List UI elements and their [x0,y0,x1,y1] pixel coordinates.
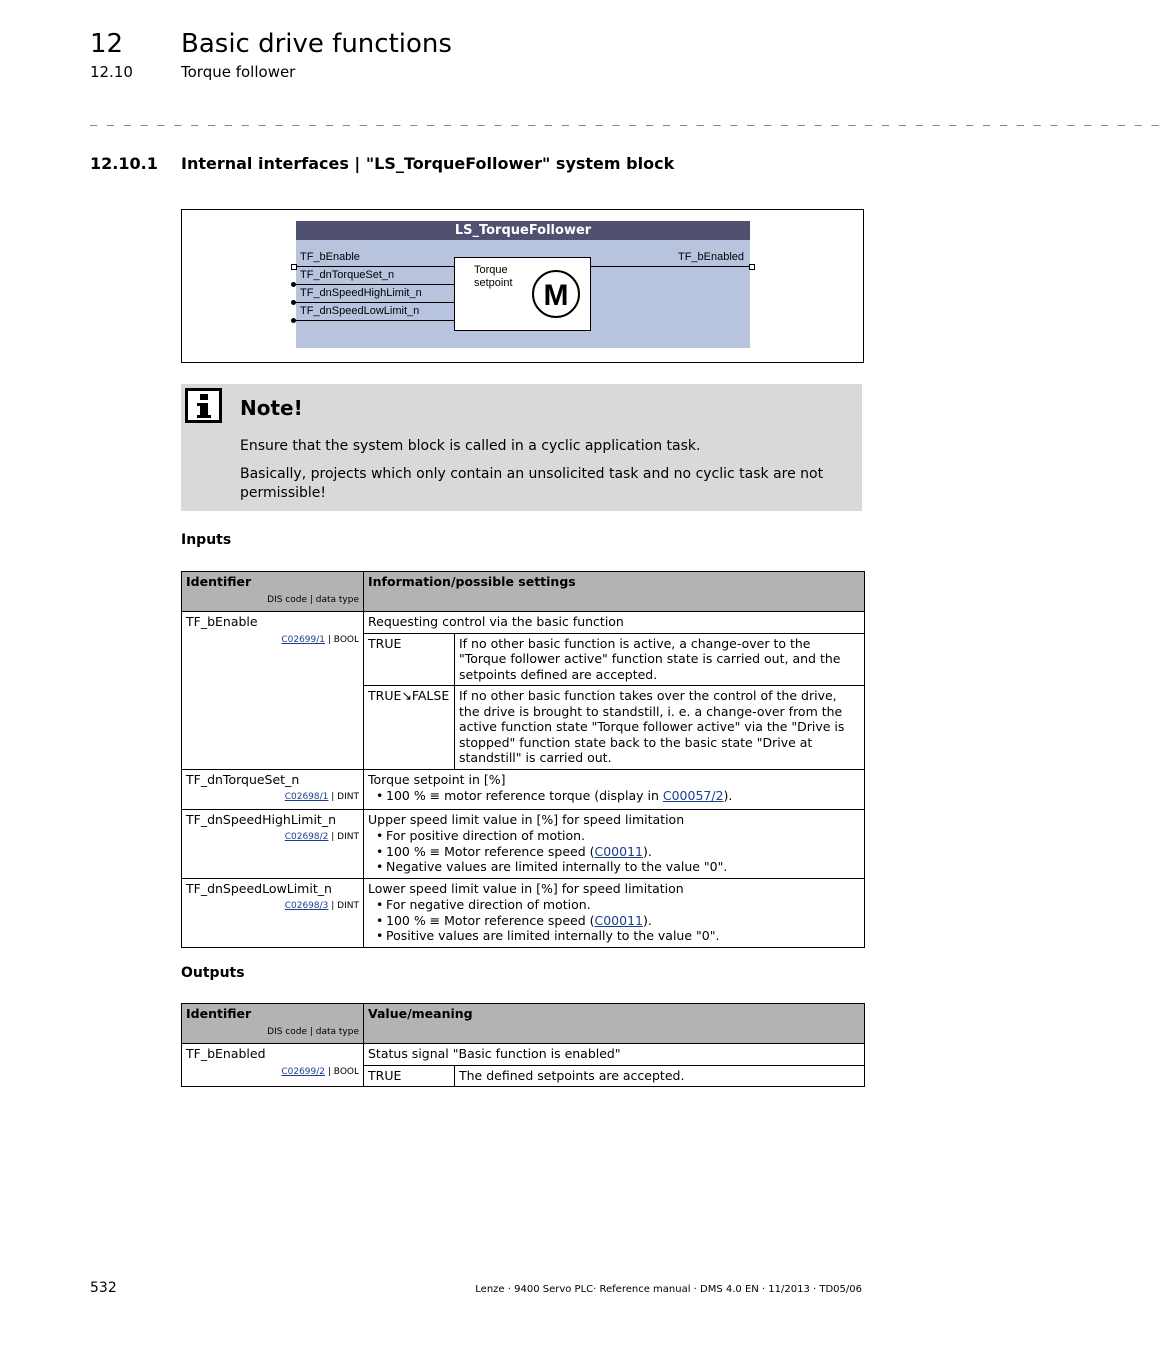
input-label: TF_dnTorqueSet_n [300,269,395,281]
table-header [182,1004,364,1044]
dis-code-link[interactable]: C02698/3 [284,901,329,911]
note-text: Ensure that the system block is called in a cyclic application task. [240,438,701,454]
data-type: | BOOL [327,634,359,645]
output-wire [590,266,750,267]
header-separator: _ _ _ _ _ _ _ _ _ _ _ _ _ _ _ _ _ _ _ _ _ _ _ _ _ _ _ _ _ _ _ _ _ _ _ _ _ _ _ _ _ _ _ _ _ _ _ _ _ _ _ _ _ _ _ _ _ _ _ _ _ _ _ _ [90,112,1160,126]
info-icon [185,388,223,424]
value: TRUE↘FALSE [364,686,455,770]
header-label: Identifier [186,1006,252,1021]
bullet-item: • 100 % ≡ Motor reference speed (C00011). [386,913,860,929]
identifier: TF_bEnable [186,614,258,629]
identifier: TF_dnSpeedHighLimit_n [186,811,337,827]
identifier: TF_dnSpeedLowLimit_n [186,880,332,896]
input-label: TF_dnSpeedLowLimit_n [300,305,420,317]
bullet-item: • Negative values are limited internally to the value "0". [386,859,860,875]
section-number: 12.10 [90,63,133,81]
value: TRUE [364,1065,455,1087]
input-label: TF_bEnable [300,251,360,263]
identifier: TF_bEnabled [186,1046,266,1061]
footer-doc-info: Lenze · 9400 Servo PLC· Reference manual · DMS 4.0 EN · 11/2013 · TD05/06 [475,1284,862,1295]
output-label: TF_bEnabled [678,251,745,263]
dis-code-link[interactable]: C02698/2 [284,832,329,842]
value-meaning: If no other basic function is active, a change-over to the "Torque follower active" function state is carried out, and the setpoints defined are accepted. [455,633,865,686]
input-wire [296,284,454,285]
identifier: TF_dnTorqueSet_n [186,771,300,787]
page-number: 532 [90,1280,117,1296]
value: TRUE [364,633,455,686]
motor-letter: M [543,279,569,312]
motor-caption: Torque [474,264,508,276]
code-link[interactable]: C00057/2 [662,788,724,803]
chapter-title: Basic drive functions [181,29,452,59]
dis-code-link[interactable]: C02698/1 [284,792,329,802]
identifier-cell [182,612,364,770]
input-pin [291,318,296,323]
bullet-item: • Positive values are limited internally to the value "0". [386,928,860,944]
data-type: | DINT [331,792,359,802]
outputs-table [181,1003,865,1087]
header-sublabel: DIS code | data type [267,594,359,605]
info-text: Lower speed limit value in [%] for speed limitation [368,880,684,896]
input-pin [291,264,297,270]
data-type: | DINT [331,901,359,911]
header-label: Value/meaning [364,1004,865,1044]
output-pin [749,264,755,270]
identifier-cell [182,1044,364,1087]
table-header [182,572,364,612]
section-title: Torque follower [181,63,296,81]
note-text: Basically, projects which only contain an unsolicited task and no cyclic task are not permissible! [240,466,824,501]
data-type: | BOOL [327,1066,359,1077]
info-text: Upper speed limit value in [%] for speed limitation [368,811,685,827]
chapter-number: 12 [90,29,124,59]
bullet-item: • 100 % ≡ Motor reference speed (C00011). [386,844,860,860]
outputs-heading: Outputs [181,965,245,981]
bullet-item: • For positive direction of motion. [386,828,860,844]
subsection-title: Internal interfaces | "LS_TorqueFollower" system block [181,154,675,173]
header-label: Information/possible settings [364,572,865,612]
input-wire [296,266,454,267]
info-cell [364,809,865,878]
bullet-item: • 100 % ≡ motor reference torque (display in C00057/2). [386,788,860,804]
header-sublabel: DIS code | data type [267,1026,359,1037]
identifier-cell [182,769,364,809]
info-text: Status signal "Basic function is enabled" [364,1044,865,1066]
input-pin [291,282,296,287]
input-wire [296,320,454,321]
data-type: | DINT [331,832,359,842]
info-cell [364,878,865,947]
info-text: Torque setpoint in [%] [368,771,506,787]
code-link[interactable]: C00011 [594,843,643,859]
value-meaning: The defined setpoints are accepted. [455,1065,865,1087]
info-cell [364,769,865,809]
subsection-number: 12.10.1 [90,154,158,173]
system-block-title: LS_TorqueFollower [296,221,750,240]
code-link[interactable]: C00011 [594,912,643,928]
identifier-cell [182,878,364,947]
input-label: TF_dnSpeedHighLimit_n [300,287,422,299]
note-title: Note! [240,396,303,420]
input-wire [296,302,454,303]
motor-caption: setpoint [474,277,513,289]
info-text: Requesting control via the basic function [364,612,865,634]
header-label: Identifier [186,574,252,589]
dis-code-link[interactable]: C02699/2 [281,1066,326,1077]
bullet-item: • For negative direction of motion. [386,897,860,913]
dis-code-link[interactable]: C02699/1 [281,634,326,645]
inputs-heading: Inputs [181,532,232,548]
identifier-cell [182,809,364,878]
inputs-table [181,571,865,948]
value-meaning: If no other basic function takes over the control of the drive, the drive is brought to standstill, i. e. a change-over from the active function state "Torque follower active" via the "Drive is stopped" function state back to the basic state "Drive at standstill" is carried out. [455,686,865,770]
input-pin [291,300,296,305]
motor-icon [530,268,582,320]
